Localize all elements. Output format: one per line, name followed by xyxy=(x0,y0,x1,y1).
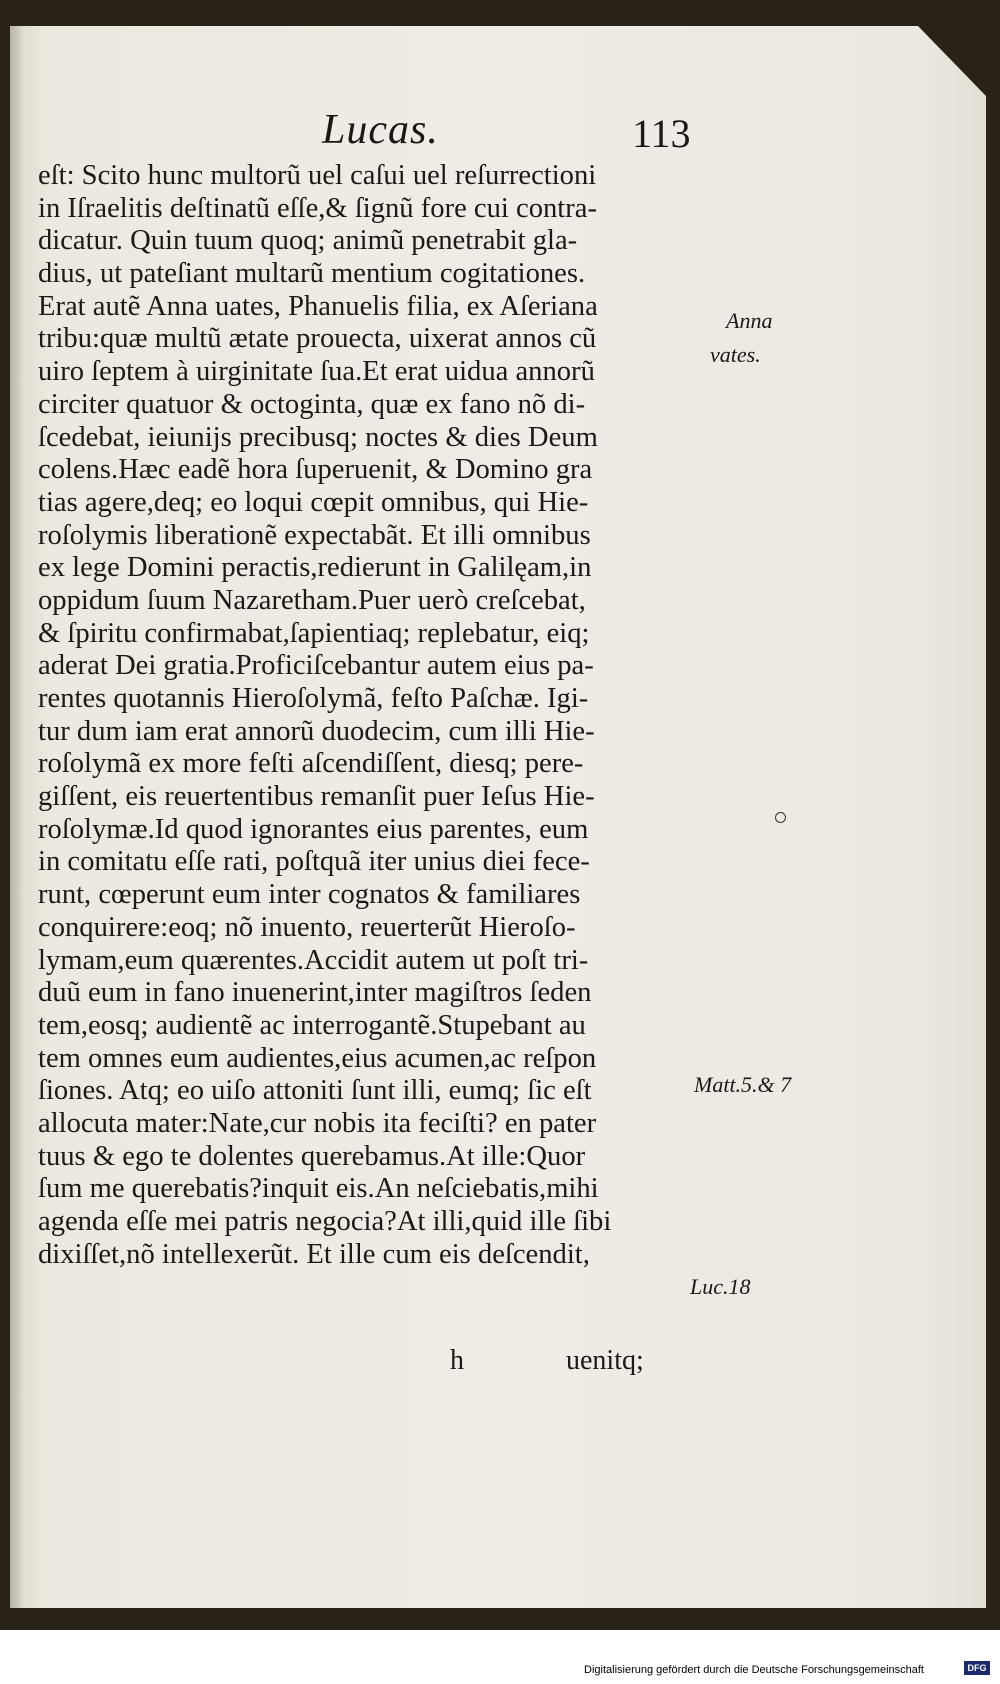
page-gutter-shadow xyxy=(10,26,24,1608)
text-line: in Iſraelitis deſtinatũ eſſe,& ſignũ fore cui contra- xyxy=(38,192,597,224)
text-line: & ſpiritu confirmabat,ſapientiaq; replebatur, eiq; xyxy=(38,617,590,649)
text-line: uiro ſeptem à uirginitate ſua.Et erat uidua annorũ xyxy=(38,356,595,388)
text-line: ſiones. Atq; eo uiſo attoniti ſunt illi, eumq; ſic eſt xyxy=(38,1075,592,1107)
dfg-logo: DFG xyxy=(964,1661,990,1675)
text-line: roſolymæ.Id quod ignorantes eius parentes, eum xyxy=(38,813,589,845)
text-line: tias agere,deq; eo loqui cœpit omnibus, qui Hie- xyxy=(38,486,589,518)
text-line: agenda eſſe mei patris negocia?At illi,quid ille ſibi xyxy=(38,1206,612,1237)
text-line: rentes quotannis Hieroſolymã, feſto Paſchæ. Igi- xyxy=(38,683,589,714)
text-line: dixiſſet,nõ intellexerũt. Et ille cum eis deſcendit, xyxy=(38,1238,590,1270)
running-head-title: Lucas. xyxy=(322,107,439,153)
margin-note-matt: Matt.5.& 7 xyxy=(694,1072,792,1097)
text-line: Erat autẽ Anna uates, Phanuelis filia, ex Aſeriana xyxy=(38,290,598,322)
text-line: aderat Dei gratia.Proficiſcebantur autem eius pa- xyxy=(38,650,594,682)
text-line: conquirere:eoq; nõ inuento, reuerterũt Hieroſo- xyxy=(38,911,576,943)
text-line: in comitatu eſſe rati, poſtquã iter unius diei fece- xyxy=(38,846,590,878)
text-line: duũ eum in fano inuenerint,inter magiſtros ſeden xyxy=(38,977,592,1009)
text-body xyxy=(38,160,698,1271)
text-line: oppidum ſuum Nazaretham.Puer uerò creſcebat, xyxy=(38,584,586,616)
digitization-credit: Digitalisierung gefördert durch die Deutsche Forschungsgemeinschaft xyxy=(584,1664,924,1676)
catchword: uenitq; xyxy=(566,1345,644,1376)
text-line: dicatur. Quin tuum quoq; animũ penetrabit gla- xyxy=(38,225,578,257)
text-line: roſolymis liberationẽ expectabãt. Et illi omnibus xyxy=(38,519,591,551)
text-line: roſolymã ex more feſti aſcendiſſent, diesq; pere- xyxy=(38,748,584,780)
text-line: runt, cœperunt eum inter cognatos & familiares xyxy=(38,879,581,911)
text-line: circiter quatuor & octoginta, quæ ex fano nõ di- xyxy=(38,388,586,420)
text-line: tem,eosq; audientẽ ac interrogantẽ.Stupebant au xyxy=(38,1009,586,1041)
text-line: tur dum iam erat annorũ duodecim, cum illi Hie- xyxy=(38,715,595,747)
text-line: lymam,eum quærentes.Accidit autem ut poſt tri- xyxy=(38,944,589,976)
text-line: allocuta mater:Nate,cur nobis ita feciſti? en pater xyxy=(38,1107,597,1139)
margin-note-anna: Anna xyxy=(726,308,773,333)
margin-note-vates: vates. xyxy=(710,342,761,367)
text-line: colens.Hæc eadẽ hora ſuperuenit, & Domino gra xyxy=(38,454,593,486)
text-line: dius, ut pateſiant multarũ mentium cogitationes. xyxy=(38,258,586,290)
text-line: ex lege Domini peractis,redierunt in Galilęam,in xyxy=(38,552,592,584)
text-line: ſcedebat, ieiunijs precibusq; noctes & dies Deum xyxy=(38,421,598,453)
text-line: tribu:quæ multũ ætate prouecta, uixerat annos cũ xyxy=(38,323,597,355)
margin-note-luc: Luc.18 xyxy=(690,1274,751,1299)
text-line: ſum me querebatis?inquit eis.An neſciebatis,mihi xyxy=(38,1173,599,1205)
text-line: eſt: Scito hunc multorũ uel caſui uel reſurrectioni xyxy=(38,160,597,191)
signature-mark: h xyxy=(450,1345,464,1376)
text-line: giſſent, eis reuertentibus remanſit puer Ieſus Hie- xyxy=(38,781,595,813)
text-line: tem omnes eum audientes,eius acumen,ac reſpon xyxy=(38,1042,597,1074)
margin-ornament-circle xyxy=(775,812,786,823)
page-number: 113 xyxy=(632,111,691,156)
text-line: tuus & ego te dolentes querebamus.At ille:Quor xyxy=(38,1140,586,1172)
